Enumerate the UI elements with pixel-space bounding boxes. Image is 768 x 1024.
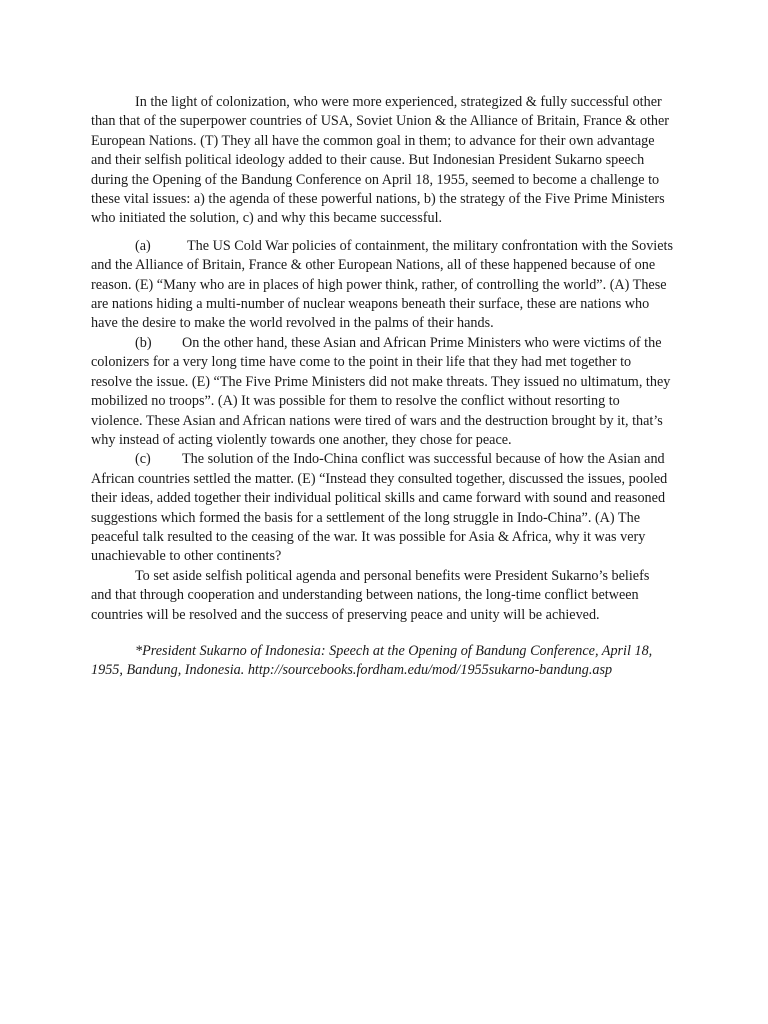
- list-item-a: [91, 237, 673, 334]
- conclusion-paragraph: To set aside selfish political agenda and personal benefits were President Sukarno’s beliefs and that through cooperation and understanding between nations, the long-time conflict between countries will be resolved and the success of preserving peace and unity will be achieved.: [91, 567, 650, 623]
- list-item-text: The solution of the Indo-China conflict was successful because of how the Asian and African countries settled the matter. (E) “Instead they consulted together, discussed the issues, pooled their ideas, added together their individual political skills and came forward with sound and reasoned suggestions which formed the basis for a settlement of the long struggle in Indo-China”. (A) The peaceful talk resulted to the ceasing of the war. It was possible for Asia & Africa, why it was very unachievable to other continents?: [91, 451, 668, 565]
- list-item-c: [91, 450, 673, 566]
- document-page: [91, 93, 673, 681]
- list-item-text: On the other hand, these Asian and African Prime Ministers who were victims of the colonizers for a very long time have come to the point in their life that they had met together to resolve the issue. (E) “The Five Prime Ministers did not make threats. They issued no ultimatum, they mobilized no troops”. (A) It was possible for them to resolve the conflict without resorting to violence. These Asian and African nations were tired of wars and the destruction brought by it, that’s why instead of acting violently towards one another, they chose for peace.: [91, 334, 671, 448]
- citation: *President Sukarno of Indonesia: Speech at the Opening of Bandung Conference, April 18, 1955, Bandung, Indonesia. http://sourcebooks.fordham.edu/mod/1955sukarno-bandung.asp: [91, 642, 653, 679]
- intro-paragraph: In the light of colonization, who were more experienced, strategized & fully successful other than that of the superpower countries of USA, Soviet Union & the Alliance of Britain, France & other European Nations. (T) They all have the common goal in them; to advance for their own advantage and their selfish political ideology added to their cause. But Indonesian President Sukarno speech during the Opening of the Bandung Conference on April 18, 1955, seemed to become a challenge to these vital issues: a) the agenda of these powerful nations, b) the strategy of the Five Prime Ministers who initiated the solution, c) and why this became successful.: [91, 94, 670, 227]
- list-item-marker: (c): [135, 451, 151, 468]
- list-item-text: The US Cold War policies of containment, the military confrontation with the Soviets and the Alliance of Britain, France & other European Nations, all of these happened because of one reason. (E) “Many who are in places of high power think, rather, of controlling the world”. (A) These are nations hiding a multi-number of nuclear weapons beneath their surface, these are nations who have the desire to make the world revolved in the palms of their hands.: [91, 237, 674, 332]
- list-item-marker: (b): [135, 334, 152, 351]
- list-item-b: [91, 334, 673, 450]
- list-item-marker: (a): [135, 237, 151, 254]
